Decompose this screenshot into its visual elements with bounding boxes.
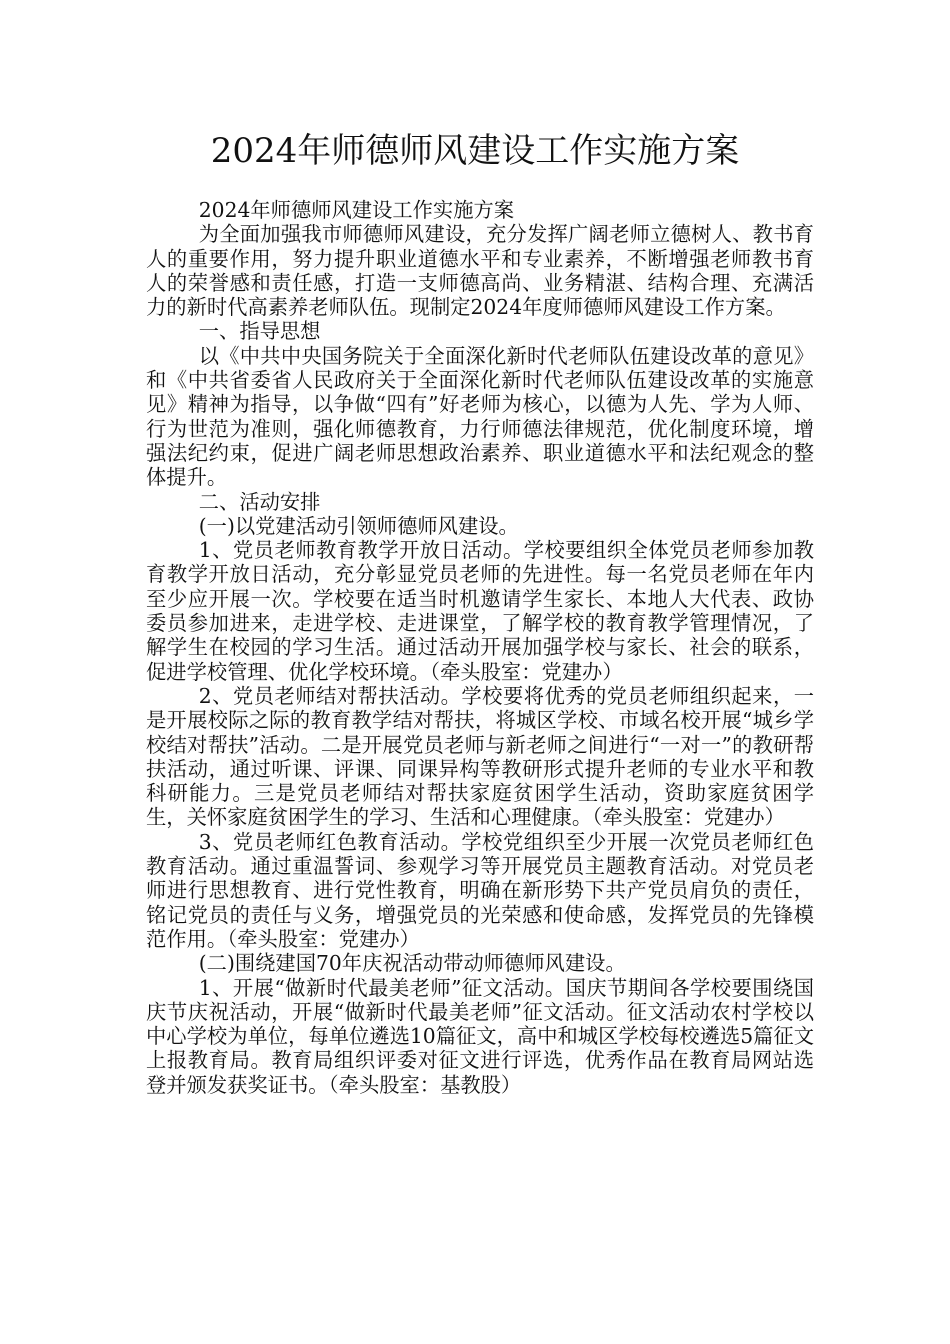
intro-paragraph: 为全面加强我市师德师风建设，充分发挥广阔老师立德树人、教书育人的重要作用，努力提升职业道德水平和专业素养，不断增强老师教书育人的荣誉感和责任感，打造一支师德高尚、业务精湛、结构合理、充满活力的新时代高素养老师队伍。现制定2024年度师德师风建设工作方案。 <box>146 222 814 320</box>
document-title: 2024年师德师风建设工作实施方案 <box>210 131 740 171</box>
item-pairing-assistance-paragraph: 2、党员老师结对帮扶活动。学校要将优秀的党员老师组织起来，一是开展校际之际的教育教学结对帮扶，将城区学校、市域名校开展“城乡学校结对帮扶”活动。二是开展党员老师与新老师之间进行“一对一”的教研帮扶活动，通过听课、评课、同课异构等教研形式提升老师的专业水平和教科研能力。三是党员老师结对帮扶家庭贫困学生活动，资助家庭贫困学生，关怀家庭贫困学生的学习、生活和心理健康。（牵头股室：党建办） <box>146 683 814 830</box>
item-red-education-paragraph: 3、党员老师红色教育活动。学校党组织至少开展一次党员老师红色教育活动。通过重温誓词、参观学习等开展党员主题教育活动。对党员老师进行思想教育、进行党性教育，明确在新形势下共产党员肩负的责任，铭记党员的责任与义务，增强党员的光荣感和使命感，发挥党员的先锋模范作用。（牵头股室：党建办） <box>146 829 814 951</box>
guiding-ideology-paragraph: 以《中共中央国务院关于全面深化新时代老师队伍建设改革的意见》和《中共省委省人民政府关于全面深化新时代老师队伍建设改革的实施意见》精神为指导，以争做“四有”好老师为核心，以德为人先、学为人师、行为世范为准则，强化师德教育，力行师德法律规范，优化制度环境，增强法纪约束，促进广阔老师思想政治素养、职业道德水平和法纪观念的整体提升。 <box>146 343 814 490</box>
subsection-heading-party-building: (一)以党建活动引领师德师风建设。 <box>198 513 519 538</box>
document-body <box>146 198 814 1097</box>
item-essay-contest-paragraph: 1、开展“做新时代最美老师”征文活动。国庆节期间各学校要围绕国庆节庆祝活动，开展“做新时代最美老师”征文活动。征文活动农村学校以中心学校为单位，每单位遴选10篇征文，高中和城区学校每校遴选5篇征文上报教育局。教育局组织评委对征文进行评选，优秀作品在教育局网站选登并颁发获奖证书。（牵头股室：基教股） <box>146 975 814 1097</box>
section-heading-guiding-ideology: 一、指导思想 <box>198 319 321 344</box>
item-open-day-paragraph: 1、党员老师教育教学开放日活动。学校要组织全体党员老师参加教育教学开放日活动，充分彰显党员老师的先进性。每一名党员老师在年内至少应开展一次。学校要在适当时机邀请学生家长、本地人大代表、政协委员参加进来，走进学校、走进课堂，了解学校的教育教学管理情况，了解学生在校园的学习生活。通过活动开展加强学校与家长、社会的联系，促进学校管理、优化学校环境。（牵头股室：党建办） <box>146 538 814 684</box>
subsection-heading-anniversary: (二)围绕建国70年庆祝活动带动师德师风建设。 <box>198 951 626 976</box>
subtitle-paragraph: 2024年师德师风建设工作实施方案 <box>198 198 515 222</box>
section-heading-activity-arrangement: 二、活动安排 <box>198 489 321 514</box>
